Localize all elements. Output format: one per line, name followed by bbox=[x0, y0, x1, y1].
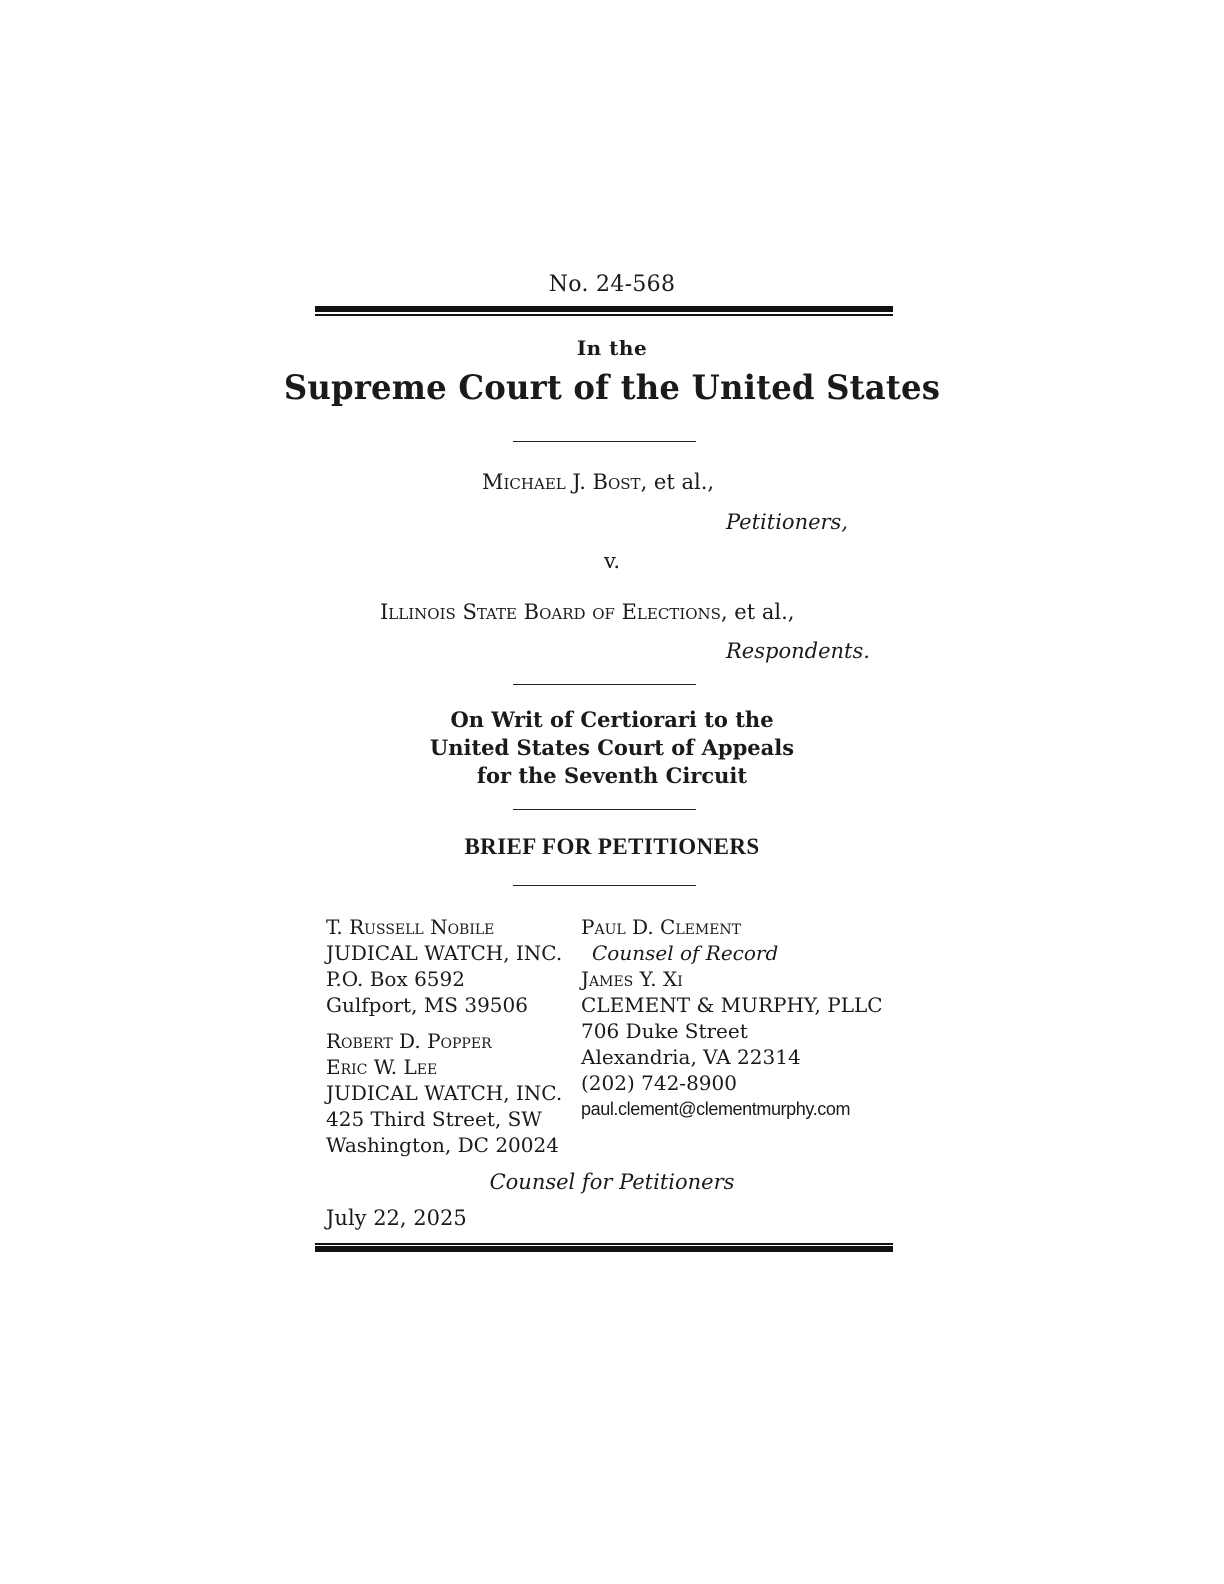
address-line: Washington, DC 20024 bbox=[326, 1133, 559, 1157]
address-line: P.O. Box 6592 bbox=[326, 967, 465, 991]
respondent-name: Illinois State Board of Elections bbox=[380, 600, 721, 624]
writ-line: United States Court of Appeals bbox=[429, 735, 795, 760]
writ-heading bbox=[0, 706, 1224, 790]
address-line: 425 Third Street, SW bbox=[326, 1107, 542, 1131]
counsel-for-petitioners: Counsel for Petitioners bbox=[489, 1170, 735, 1194]
respondent-suffix: , et al., bbox=[720, 600, 795, 624]
divider-rule bbox=[513, 684, 696, 685]
attorney-name: James Y. Xi bbox=[581, 967, 683, 991]
address-line: Gulfport, MS 39506 bbox=[326, 993, 528, 1017]
divider-rule bbox=[513, 809, 696, 810]
versus: v. bbox=[603, 549, 621, 573]
court-preamble: In the bbox=[576, 336, 648, 360]
divider-rule bbox=[513, 441, 696, 442]
attorney-name: Robert D. Popper bbox=[326, 1029, 492, 1053]
attorney-name: Paul D. Clement bbox=[581, 915, 742, 939]
counsel-right-column bbox=[581, 914, 883, 1122]
petitioner-suffix: , et al., bbox=[640, 470, 715, 494]
firm-name: JUDICAL WATCH, INC. bbox=[326, 1081, 563, 1105]
petitioner-name: Michael J. Bost bbox=[482, 470, 641, 494]
top-double-rule bbox=[315, 306, 893, 316]
address-line: 706 Duke Street bbox=[581, 1019, 748, 1043]
phone-number: (202) 742-8900 bbox=[581, 1071, 737, 1095]
court-name: Supreme Court of the United States bbox=[283, 368, 941, 408]
bottom-double-rule bbox=[315, 1243, 893, 1253]
counsel-left-column bbox=[326, 914, 562, 1158]
respondent-line bbox=[380, 600, 794, 624]
writ-line: for the Seventh Circuit bbox=[476, 763, 748, 788]
email-address: paul.clement@clementmurphy.com bbox=[581, 1099, 851, 1119]
docket-number: No. 24-568 bbox=[548, 272, 676, 297]
firm-name: CLEMENT & MURPHY, PLLC bbox=[581, 993, 883, 1017]
petitioner-role: Petitioners, bbox=[726, 510, 849, 534]
respondent-role: Respondents. bbox=[726, 639, 870, 663]
counsel-of-record: Counsel of Record bbox=[592, 941, 779, 965]
address-line: Alexandria, VA 22314 bbox=[581, 1045, 801, 1069]
petitioner-line bbox=[482, 470, 714, 494]
divider-rule bbox=[513, 885, 696, 886]
attorney-name: Eric W. Lee bbox=[326, 1055, 438, 1079]
attorney-name: T. Russell Nobile bbox=[326, 915, 495, 939]
brief-title: BRIEF FOR PETITIONERS bbox=[464, 834, 760, 859]
firm-name: JUDICAL WATCH, INC. bbox=[326, 941, 563, 965]
writ-line: On Writ of Certiorari to the bbox=[450, 707, 774, 732]
filing-date: July 22, 2025 bbox=[326, 1206, 467, 1230]
